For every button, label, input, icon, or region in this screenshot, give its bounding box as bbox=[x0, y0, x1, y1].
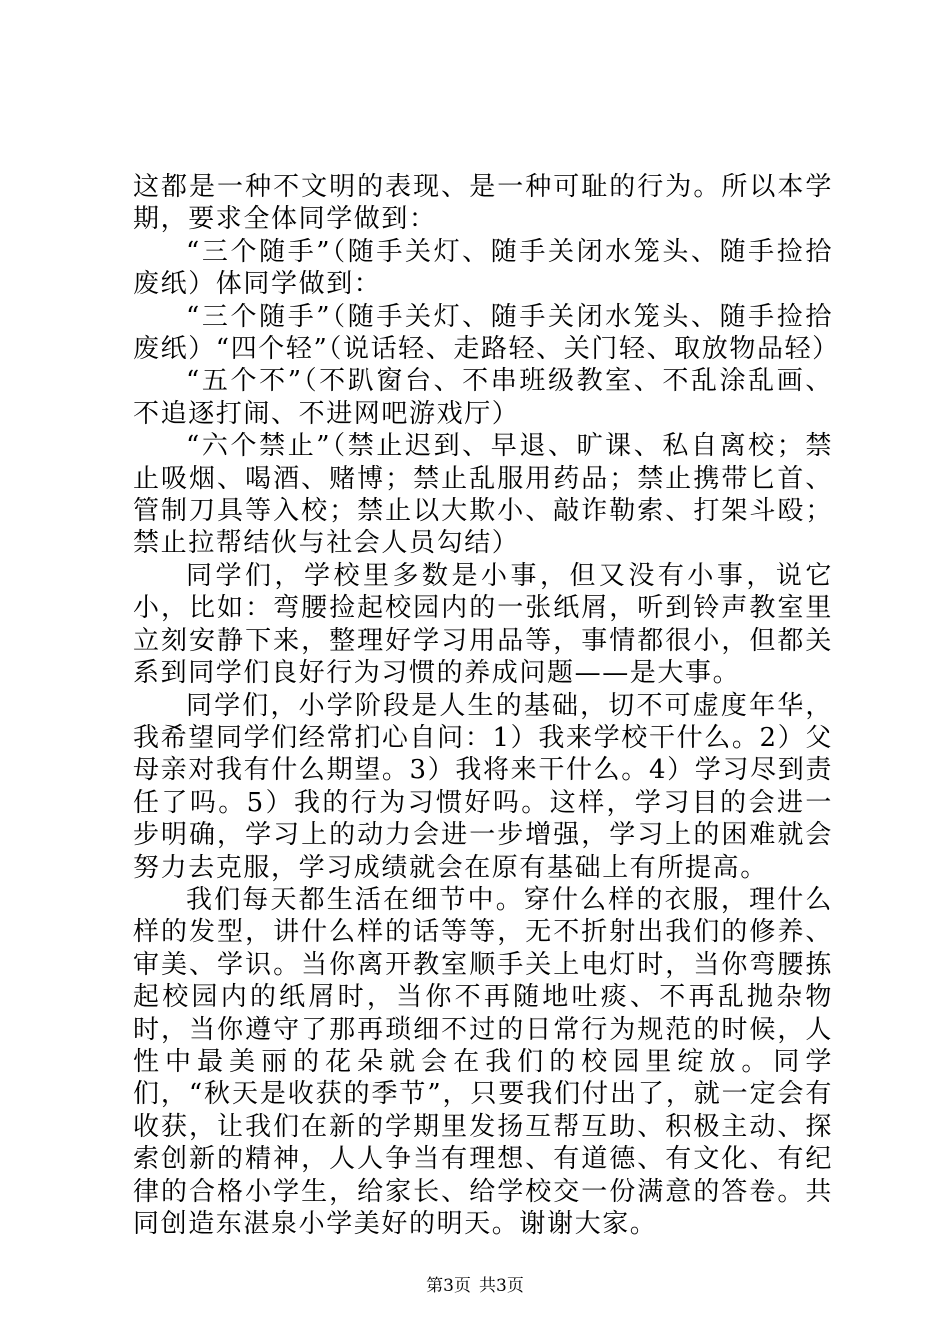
paragraph: 我们每天都生活在细节中。穿什么样的衣服，理什么样的发型，讲什么样的话等等，无不折射出我们的修养、审美、学识。当你离开教室顺手关上电灯时，当你弯腰拣起校园内的纸屑时，当你不再随地吐痰、不再乱抛杂物时，当你遵守了那再琐细不过的日常行为规范的时候，人性中最美丽的花朵就会在我们的校园里绽放。同学们，“秋天是收获的季节”，只要我们付出了，就一定会有收获，让我们在新的学期里发扬互帮互助、积极主动、探索创新的精神，人人争当有理想、有道德、有文化、有纪律的合格小学生，给家长、给学校交一份满意的答卷。共同创造东湛泉小学美好的明天。谢谢大家。 bbox=[133, 884, 833, 1239]
document-body bbox=[133, 171, 840, 1240]
page-total: 共3页 bbox=[479, 1276, 524, 1296]
page-number: 第3页 bbox=[426, 1276, 471, 1296]
paragraph: “六个禁止”（禁止迟到、早退、旷课、私自离校；禁止吸烟、喝酒、赌博；禁止乱服用药品；禁止携带匕首、管制刀具等入校；禁止以大欺小、敲诈勒索、打架斗殴；禁止拉帮结伙与社会人员勾结） bbox=[133, 431, 833, 559]
paragraph: 这都是一种不文明的表现、是一种可耻的行为。所以本学期，要求全体同学做到： bbox=[133, 172, 833, 235]
paragraph: 同学们，学校里多数是小事，但又没有小事，说它小，比如：弯腰捡起校园内的一张纸屑，听到铃声教室里立刻安静下来，整理好学习用品等，事情都很小，但都关系到同学们良好行为习惯的养成问题——是大事。 bbox=[133, 560, 833, 689]
paragraph: “三个随手”（随手关灯、随手关闭水笼头、随手捡拾废纸）“四个轻”（说话轻、走路轻、关门轻、取放物品轻） bbox=[133, 301, 840, 365]
page-footer bbox=[0, 1276, 950, 1296]
paragraph: “三个随手”（随手关灯、随手关闭水笼头、随手捡拾废纸）体同学做到： bbox=[133, 236, 833, 300]
paragraph: “五个不”（不趴窗台、不串班级教室、不乱涂乱画、不追逐打闹、不进网吧游戏厅） bbox=[133, 366, 833, 429]
paragraph: 同学们，小学阶段是人生的基础，切不可虚度年华，我希望同学们经常扪心自问：1）我来学校干什么。2）父母亲对我有什么期望。3）我将来干什么。4）学习尽到责任了吗。5）我的行为习惯好吗。这样，学习目的会进一步明确，学习上的动力会进一步增强，学习上的困难就会努力去克服，学习成绩就会在原有基础上有所提高。 bbox=[133, 690, 833, 883]
